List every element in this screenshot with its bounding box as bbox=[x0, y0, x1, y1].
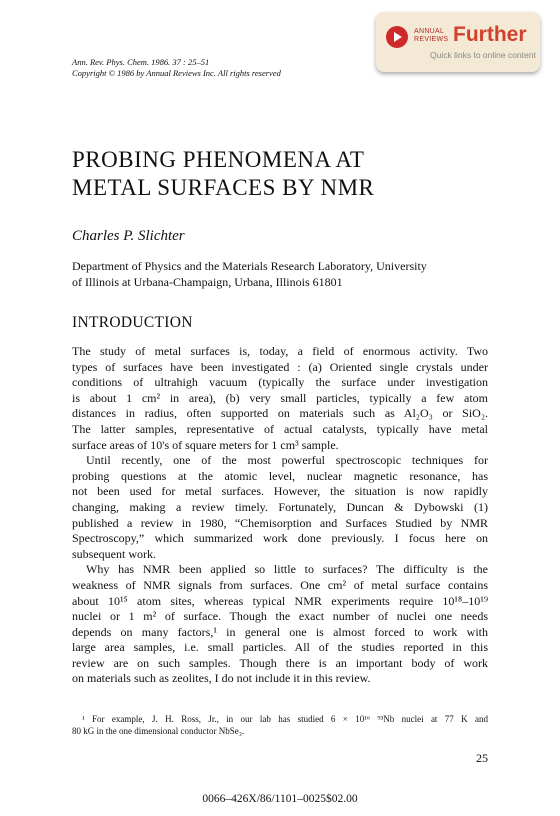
text-line: The latter samples, representative of actual catalysts, typically have metal bbox=[72, 421, 488, 436]
issn-code: 0066–426X/86/1101–0025$02.00 bbox=[202, 793, 358, 805]
page-number: 25 bbox=[476, 751, 488, 765]
footnote-line: ¹ For example, J. H. Ross, Jr., in our lab has studied 6 × 10¹⁶ ⁹³Nb nuclei at 77 K and bbox=[82, 714, 488, 724]
text-line: conditions of ultrahigh vacuum (typically the surface under investigation bbox=[72, 375, 488, 390]
text-line: large area samples, i.e. small particles. All of the studies reported in this bbox=[72, 640, 488, 655]
text-line: weakness of NMR signals from surfaces. One cm² of metal surface contains bbox=[72, 577, 488, 592]
text-line: not been used for metal surfaces. However, the situation is now rapidly bbox=[72, 484, 488, 499]
text-line: surface areas of 10's of square meters for 1 cm³ sample. bbox=[72, 437, 339, 452]
text-line: nuclei or 1 m² of surface. Though the exact number of nuclei one needs bbox=[72, 609, 488, 624]
text-line: about 10¹⁵ atom sites, whereas typical NMR experiments require 10¹⁸–10¹⁹ bbox=[72, 593, 488, 608]
further-subtitle: Quick links to online content bbox=[430, 50, 536, 60]
title-line-1: PROBING PHENOMENA AT bbox=[72, 147, 365, 172]
paragraph-1 bbox=[72, 344, 488, 453]
article-title bbox=[72, 146, 374, 202]
text-line: subsequent work. bbox=[72, 546, 156, 561]
annual-reviews-logo-icon bbox=[386, 26, 408, 48]
text-line: on materials such as zeolites, I do not include it in this review. bbox=[72, 671, 371, 686]
paragraph-3 bbox=[72, 562, 488, 687]
footnote bbox=[72, 713, 488, 737]
text-line: Until recently, one of the most powerful spectroscopic techniques for bbox=[86, 453, 488, 468]
title-line-2: METAL SURFACES BY NMR bbox=[72, 175, 375, 200]
text-line: is about 1 cm² in area), (b) very small particles, typically a few atom bbox=[72, 390, 488, 405]
text-line: probing questions at the atomic level, nuclear magnetic resonance, has bbox=[72, 468, 488, 483]
annual-reviews-further-banner[interactable] bbox=[376, 12, 540, 72]
publisher-name bbox=[414, 28, 448, 44]
affiliation-line-2: of Illinois at Urbana-Champaign, Urbana, Illinois 61801 bbox=[72, 275, 343, 289]
copyright-line: Copyright © 1986 by Annual Reviews Inc. All rights reserved bbox=[72, 68, 281, 78]
author-affiliation bbox=[72, 258, 488, 290]
author-name: Charles P. Slichter bbox=[72, 228, 185, 244]
further-label: Further bbox=[453, 23, 527, 46]
publisher-line-1: ANNUAL bbox=[414, 28, 445, 35]
affiliation-line-1: Department of Physics and the Materials Research Laboratory, University bbox=[72, 259, 427, 273]
text-line: The study of metal surfaces is, today, a field of enormous activity. Two bbox=[72, 344, 488, 358]
text-line: Why has NMR been applied so little to surfaces? The difficulty is the bbox=[86, 562, 488, 577]
section-heading-introduction: INTRODUCTION bbox=[72, 314, 193, 331]
citation-line-1: Ann. Rev. Phys. Chem. 1986. 37 : 25–51 bbox=[72, 57, 210, 67]
text-line: types of surfaces have been investigated : (a) Oriented single crystals under bbox=[72, 359, 488, 374]
text-line: depends on many factors,¹ in general one is almost forced to work with bbox=[72, 624, 488, 639]
text-line: distances in radius, often supported on materials such as Al₂O₃ or SiO₂. bbox=[72, 406, 488, 421]
publisher-line-2: REVIEWS bbox=[414, 36, 449, 43]
paragraph-2 bbox=[72, 453, 488, 562]
footnote-line: 80 kG in the one dimensional conductor NbSe₃. bbox=[72, 726, 245, 736]
text-line: published a review in 1980, “Chemisorption and Surfaces Studied by NMR bbox=[72, 515, 488, 530]
text-line: changing, making a review timely. Fortunately, Duncan & Dybowski (1) bbox=[72, 499, 488, 514]
journal-citation bbox=[72, 57, 281, 79]
article-body bbox=[72, 344, 488, 687]
text-line: Spectroscopy,” which summarized work done previously. I focus here on bbox=[72, 531, 488, 546]
text-line: review are on such samples. Though there is an important body of work bbox=[72, 655, 488, 670]
